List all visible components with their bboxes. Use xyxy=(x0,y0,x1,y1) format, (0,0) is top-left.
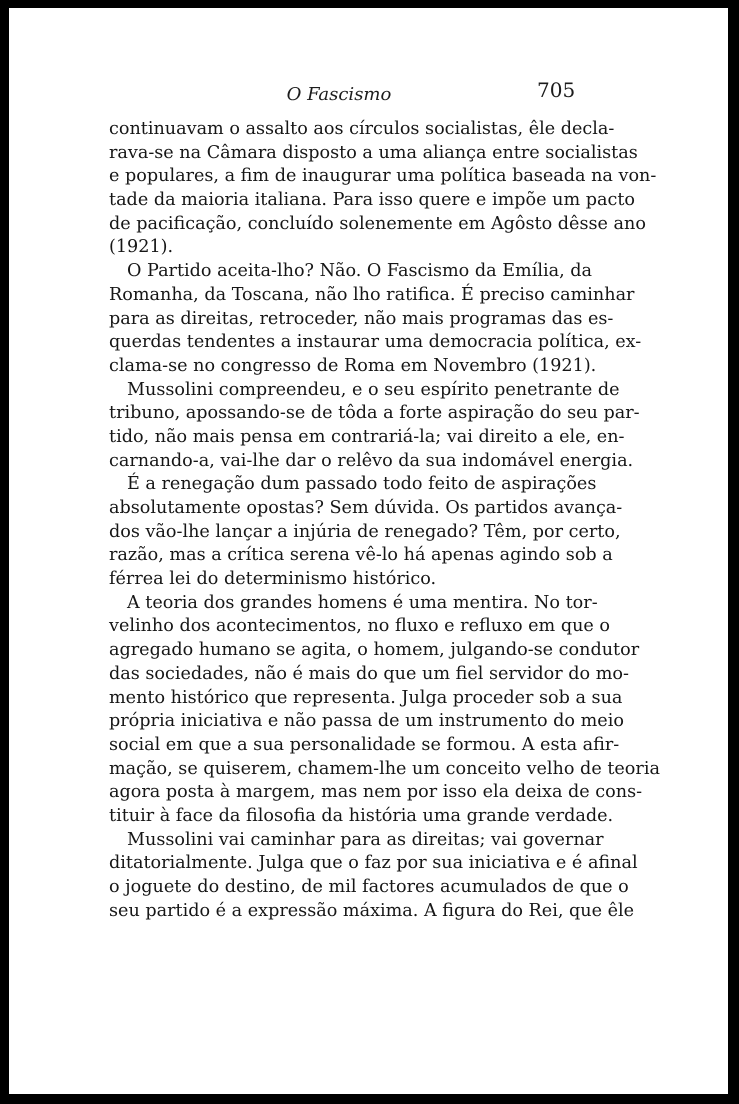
text-line: razão, mas a crítica serena vê-lo há apenas agindo sob a xyxy=(109,545,613,566)
paragraph-start-line: Mussolini compreendeu, e o seu espírito penetrante de xyxy=(127,379,620,400)
text-line: mação, se quiserem, chamem-lhe um conceito velho de teoria xyxy=(109,758,660,779)
text-line: continuavam o assalto aos círculos socialistas, êle decla- xyxy=(109,119,615,139)
body-text xyxy=(109,118,660,923)
text-line: social em que a sua personalidade se formou. A esta afir- xyxy=(109,734,620,755)
page-number: 705 xyxy=(537,78,576,102)
text-line: carnando-a, vai-lhe dar o relêvo da sua indomável energia. xyxy=(109,450,634,471)
text-line: absolutamente opostas? Sem dúvida. Os partidos avança- xyxy=(109,498,623,518)
text-line: dos vão-lhe lançar a injúria de renegado? Têm, por certo, xyxy=(109,521,621,542)
text-line: clama-se no congresso de Roma em Novembro (1921). xyxy=(109,355,597,376)
text-line: para as direitas, retroceder, não mais programas das es- xyxy=(109,308,614,329)
text-line: tribuno, apossando-se de tôda a forte aspiração do seu par- xyxy=(109,403,640,424)
text-line: férrea lei do determinismo histórico. xyxy=(109,569,437,590)
text-line: agora posta à margem, mas nem por isso ela deixa de cons- xyxy=(109,782,643,803)
text-line: seu partido é a expressão máxima. A figura do Rei, que êle xyxy=(109,900,635,921)
paragraph-start-line: Mussolini vai caminhar para as direitas; vai governar xyxy=(127,829,604,850)
text-line: de pacificação, concluído solenemente em Agôsto dêsse ano xyxy=(109,213,646,234)
book-page xyxy=(9,8,728,1094)
text-line: mento histórico que representa. Julga proceder sob a sua xyxy=(109,687,623,708)
text-line: querdas tendentes a instaurar uma democracia política, ex- xyxy=(109,332,642,353)
paragraph-start-line: A teoria dos grandes homens é uma mentira. No tor- xyxy=(127,592,598,613)
text-line: própria iniciativa e não passa de um instrumento do meio xyxy=(109,711,624,732)
running-head xyxy=(9,74,728,104)
text-line: tituir à face da filosofia da história uma grande verdade. xyxy=(109,805,614,826)
text-line: das sociedades, não é mais do que um fiel servidor do mo- xyxy=(109,663,629,684)
paragraph-start-line: O Partido aceita-lho? Não. O Fascismo da Emília, da xyxy=(127,261,593,282)
paragraph-start-line: É a renegação dum passado todo feito de aspirações xyxy=(127,474,597,495)
text-line: (1921). xyxy=(109,237,174,258)
text-line: tade da maioria italiana. Para isso quere e impõe um pacto xyxy=(109,190,635,211)
text-line: ditatorialmente. Julga que o faz por sua iniciativa e é afinal xyxy=(109,853,638,874)
text-line: rava-se na Câmara disposto a uma aliança entre socialistas xyxy=(109,142,638,163)
text-line: e populares, a fim de inaugurar uma política baseada na von- xyxy=(109,166,657,187)
text-line: agregado humano se agita, o homem, julgando-se condutor xyxy=(109,640,640,661)
text-line: velinho dos acontecimentos, no fluxo e refluxo em que o xyxy=(109,616,611,637)
running-title: O Fascismo xyxy=(286,84,392,105)
text-line: tido, não mais pensa em contrariá-la; vai direito a ele, en- xyxy=(109,426,625,447)
text-line: Romanha, da Toscana, não lho ratifica. É preciso caminhar xyxy=(109,284,635,305)
text-line: o joguete do destino, de mil factores acumulados de que o xyxy=(109,877,629,897)
